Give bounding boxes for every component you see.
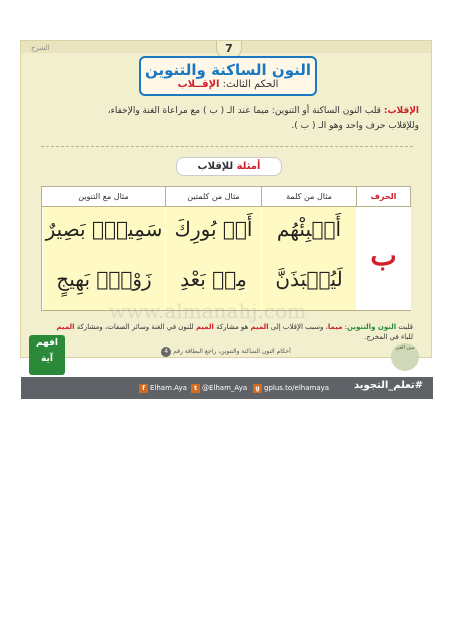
facebook-icon: f bbox=[139, 384, 148, 393]
subtitle-rule: الإقــلاب bbox=[177, 79, 220, 90]
note-highlight: الميم bbox=[195, 323, 214, 331]
note-text: : bbox=[342, 323, 348, 331]
gplus-handle: gplus.to/elhamaya bbox=[264, 384, 330, 392]
col-header-tanween: مثال مع التنوين bbox=[42, 187, 165, 207]
letter-baa: ب bbox=[370, 239, 397, 272]
note-highlight: الميم bbox=[250, 323, 269, 331]
col-header-one-word: مثال من كلمة bbox=[261, 187, 356, 207]
reference-text: أحكام النون الساكنة والتنوين، راجع البطاقة رقم bbox=[173, 348, 291, 355]
title-box bbox=[139, 56, 317, 96]
note-text: للباء في المخرج. bbox=[364, 333, 413, 341]
example-tanween-2: زَوْجٍۢ بَهِيجٍ bbox=[56, 267, 152, 291]
twitter-handle: @Elham_Aya bbox=[202, 384, 248, 392]
definition bbox=[79, 104, 419, 134]
footer-bar bbox=[21, 377, 433, 399]
gplus-link[interactable] bbox=[253, 381, 329, 395]
note-highlight: الميم bbox=[56, 323, 75, 331]
note-text: ، وسبب الإقلاب إلى bbox=[268, 323, 328, 331]
note-text: قلبت bbox=[396, 323, 413, 331]
example-tanween-1: سَمِيعٌۢ بَصِيرٌ bbox=[45, 217, 163, 241]
publisher-logo: مين الغي bbox=[391, 343, 419, 371]
note-text: للنون في الغنة وسائر الصفات، ومشاركة bbox=[74, 323, 196, 331]
facebook-link[interactable] bbox=[139, 381, 187, 395]
example-two-words-2: مِنۢ بَعْدِ bbox=[180, 267, 247, 291]
examples-title bbox=[176, 157, 282, 176]
examples-title-suffix: للإقلاب bbox=[197, 161, 237, 172]
example-two-words-1: أَنۢ بُورِكَ bbox=[174, 217, 253, 241]
reference-line bbox=[136, 347, 316, 357]
examples-title-prefix: أمثلة bbox=[236, 161, 261, 172]
gplus-icon: g bbox=[253, 384, 262, 393]
explanation-note bbox=[53, 322, 413, 342]
col-header-two-words: مثال من كلمتين bbox=[165, 187, 261, 207]
sharh-label: الشرح bbox=[31, 44, 50, 52]
reference-card-number: 4 bbox=[161, 347, 171, 357]
watermark: www.almanahj.com bbox=[109, 299, 307, 323]
afham-aya-logo: افهم آية bbox=[29, 335, 65, 375]
examples-table bbox=[41, 186, 411, 311]
col-header-letter: الحرف bbox=[356, 187, 410, 207]
note-text: هو مشاركة bbox=[213, 323, 251, 331]
cell-two-words bbox=[165, 207, 261, 310]
cell-one-word bbox=[261, 207, 356, 310]
facebook-handle: Elham.Aya bbox=[150, 384, 187, 392]
twitter-link[interactable] bbox=[191, 381, 247, 395]
example-one-word-2: لَيُنۢبَذَنَّ bbox=[275, 267, 343, 291]
cell-letter bbox=[356, 207, 411, 310]
note-highlight: ميما bbox=[327, 323, 343, 331]
lesson-card bbox=[20, 40, 432, 392]
twitter-icon: t bbox=[191, 384, 200, 393]
subtitle bbox=[141, 79, 315, 90]
page-number: 7 bbox=[216, 41, 242, 60]
definition-body: قلب النون الساكنة أو التنوين: ميما عند الـ ( ب ) مع مراعاة الغنة والإخفاء، وللإقلاب حرف واحد وهو الـ ( ب ). bbox=[107, 106, 419, 131]
page-title: النون الساكنة والتنوين bbox=[144, 61, 312, 79]
subtitle-prefix: الحكم الثالث: bbox=[219, 79, 279, 90]
note-highlight: النون والتنوين bbox=[347, 323, 397, 331]
cell-tanween bbox=[42, 207, 165, 310]
hashtag: #تعلم_التجويد bbox=[354, 380, 423, 391]
definition-term: الإقلاب: bbox=[383, 106, 419, 116]
divider bbox=[41, 146, 413, 147]
example-one-word-1: أَنۢبِئْهُم bbox=[276, 217, 342, 241]
